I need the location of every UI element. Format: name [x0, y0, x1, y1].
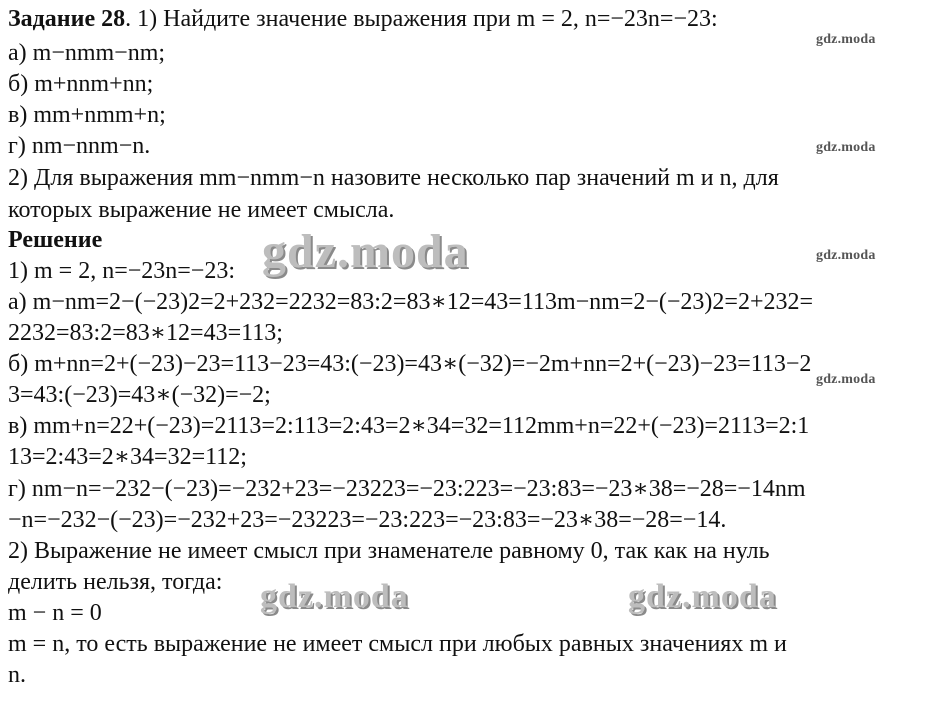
- solution-line: m = n, то есть выражение не имеет смысл при любых равных значениях m и: [8, 631, 787, 657]
- task-item-c: в) mm+nmm+n;: [8, 102, 166, 128]
- solution-line: n.: [8, 662, 26, 688]
- task-item-a: а) m−nmm−nm;: [8, 40, 166, 66]
- solution-line: делить нельзя, тогда:: [8, 569, 223, 595]
- solution-heading: Решение: [8, 227, 103, 253]
- watermark-small: gdz.moda: [816, 32, 876, 47]
- task-item-b: б) m+nnm+nn;: [8, 71, 154, 97]
- watermark-small: gdz.moda: [816, 372, 876, 387]
- solution-line: 2232=83:2=83∗12=43=113;: [8, 320, 283, 346]
- task-item-d: г) nm−nnm−n.: [8, 133, 151, 159]
- task-intro: . 1) Найдите значение выражения при m = 2, n=−23n=−23:: [125, 6, 718, 32]
- solution-line: −n=−232−(−23)=−232+23=−23223=−23:223=−23:83=−23∗38=−28=−14.: [8, 507, 727, 533]
- solution-line: m − n = 0: [8, 600, 102, 626]
- watermark-large: gdz.moda: [262, 225, 469, 278]
- solution-line: в) mm+n=22+(−23)=2113=2:113=2:43=2∗34=32=112mm+n=22+(−23)=2113=2:1: [8, 413, 810, 439]
- task-part2-line2: которых выражение не имеет смысла.: [8, 197, 395, 223]
- solution-line: б) m+nn=2+(−23)−23=113−23=43:(−23)=43∗(−32)=−2m+nn=2+(−23)−23=113−2: [8, 351, 812, 377]
- solution-line: г) nm−n=−232−(−23)=−232+23=−23223=−23:223=−23:83=−23∗38=−28=−14nm: [8, 476, 806, 502]
- solution-line: 3=43:(−23)=43∗(−32)=−2;: [8, 382, 271, 408]
- task-number: Задание 28: [8, 6, 126, 32]
- solution-line: 2) Выражение не имеет смысл при знаменателе равному 0, так как на нуль: [8, 538, 770, 564]
- watermark-large: gdz.moda: [628, 578, 777, 615]
- solution-line: а) m−nm=2−(−23)2=2+232=2232=83:2=83∗12=43=113m−nm=2−(−23)2=2+232=: [8, 289, 814, 315]
- watermark-small: gdz.moda: [816, 140, 876, 155]
- solution-given: 1) m = 2, n=−23n=−23:: [8, 258, 236, 284]
- task-part2-line1: 2) Для выражения mm−nmm−n назовите несколько пар значений m и n, для: [8, 165, 779, 191]
- task-title-line: [8, 4, 718, 34]
- watermark-large: gdz.moda: [260, 578, 409, 615]
- watermark-small: gdz.moda: [816, 248, 876, 263]
- solution-line: 13=2:43=2∗34=32=112;: [8, 444, 247, 470]
